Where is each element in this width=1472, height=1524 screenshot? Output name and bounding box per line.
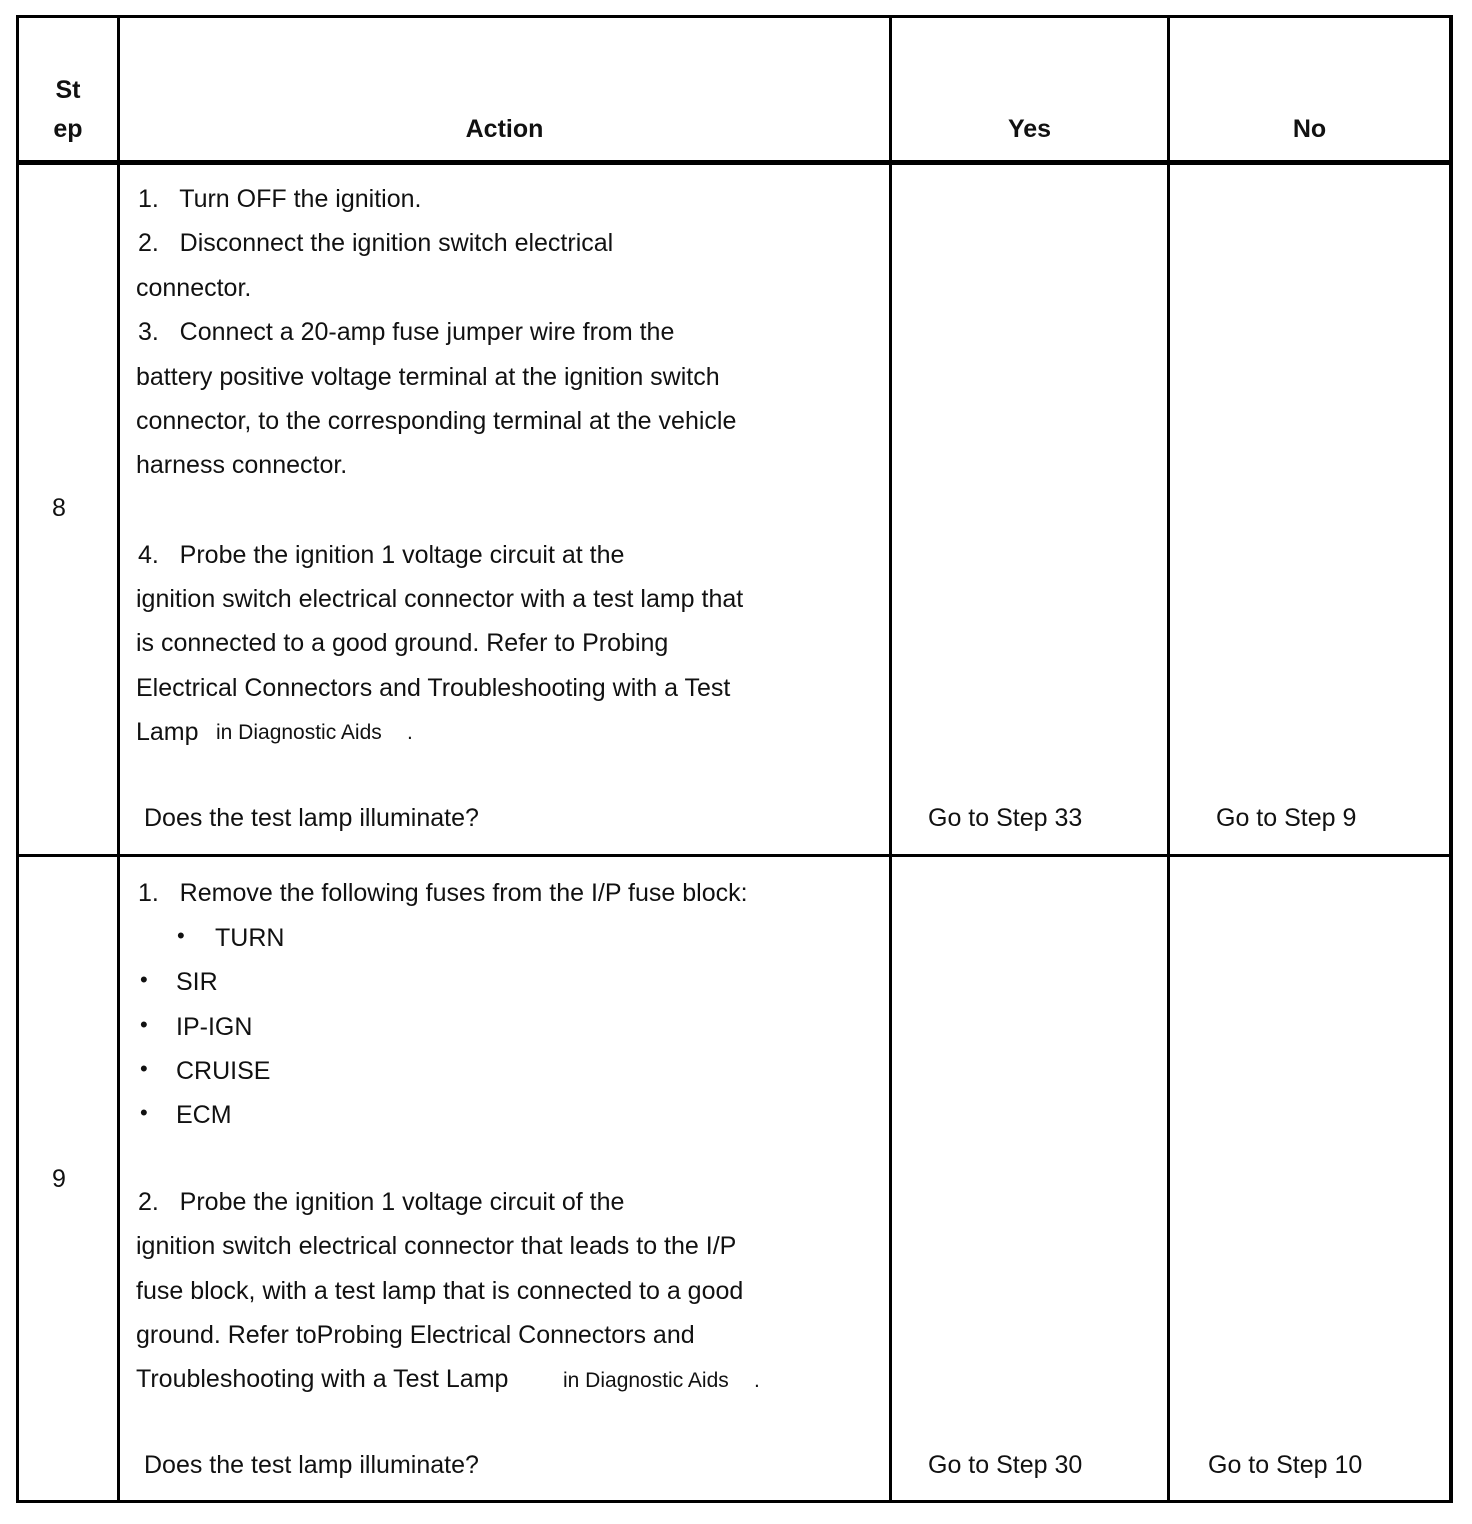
action-line: harness connector. (136, 451, 348, 479)
reference-period: . (754, 1369, 760, 1392)
yes-result: Go to Step 30 (928, 1451, 1083, 1479)
column-divider-yes (1167, 15, 1170, 1503)
no-result: Go to Step 10 (1208, 1451, 1363, 1479)
step-number: 8 (52, 494, 66, 522)
question: Does the test lamp illuminate? (144, 804, 479, 832)
action-line: Troubleshooting with a Test Lamp (136, 1365, 509, 1393)
action-line: ground. Refer toProbing Electrical Connectors and (136, 1321, 695, 1349)
no-result: Go to Step 9 (1216, 804, 1357, 832)
table-bottom-border (16, 1500, 1453, 1503)
row-divider (16, 854, 1453, 857)
action-line: 2. Disconnect the ignition switch electrical (138, 229, 614, 257)
fuse-item: CRUISE (176, 1057, 271, 1085)
action-line: ignition switch electrical connector with a test lamp that (136, 585, 744, 613)
action-line: 1. Remove the following fuses from the I/P fuse block: (138, 879, 748, 907)
column-divider-step (117, 15, 120, 1503)
action-line: 4. Probe the ignition 1 voltage circuit at the (138, 541, 625, 569)
header-action: Action (465, 115, 544, 143)
action-line: fuse block, with a test lamp that is connected to a good (136, 1277, 744, 1305)
header-step-line1: St (55, 76, 81, 104)
action-line: 3. Connect a 20-amp fuse jumper wire from the (138, 318, 675, 346)
header-yes: Yes (1007, 115, 1052, 143)
header-bottom-border (16, 160, 1453, 165)
step-number: 9 (52, 1165, 66, 1193)
table-top-border (16, 15, 1453, 18)
bullet-icon: • (140, 1056, 148, 1081)
reference-suffix: in Diagnostic Aids (216, 721, 382, 744)
bullet-icon: • (140, 967, 148, 992)
action-line: battery positive voltage terminal at the ignition switch (136, 363, 720, 391)
fuse-item: ECM (176, 1101, 232, 1129)
bullet-icon: • (177, 923, 185, 948)
action-line: 1. Turn OFF the ignition. (138, 185, 422, 213)
column-divider-action (889, 15, 892, 1503)
question: Does the test lamp illuminate? (144, 1451, 479, 1479)
action-line: Lamp (136, 718, 199, 746)
table-right-border (1449, 15, 1453, 1503)
bullet-icon: • (140, 1100, 148, 1125)
action-line: connector. (136, 274, 252, 302)
header-no: No (1292, 115, 1327, 143)
action-line: 2. Probe the ignition 1 voltage circuit of the (138, 1188, 625, 1216)
fuse-item: TURN (215, 924, 285, 952)
reference-period: . (407, 721, 413, 744)
reference-suffix: in Diagnostic Aids (563, 1369, 729, 1392)
bullet-icon: • (140, 1012, 148, 1037)
table-left-border (16, 15, 19, 1503)
yes-result: Go to Step 33 (928, 804, 1083, 832)
action-line: connector, to the corresponding terminal at the vehicle (136, 407, 737, 435)
fuse-item: SIR (176, 968, 218, 996)
action-line: ignition switch electrical connector that leads to the I/P (136, 1232, 737, 1260)
action-line: Electrical Connectors and Troubleshooting with a Test (136, 674, 731, 702)
header-step-line2: ep (53, 115, 83, 143)
fuse-item: IP-IGN (176, 1013, 253, 1041)
action-line: is connected to a good ground. Refer to Probing (136, 629, 669, 657)
